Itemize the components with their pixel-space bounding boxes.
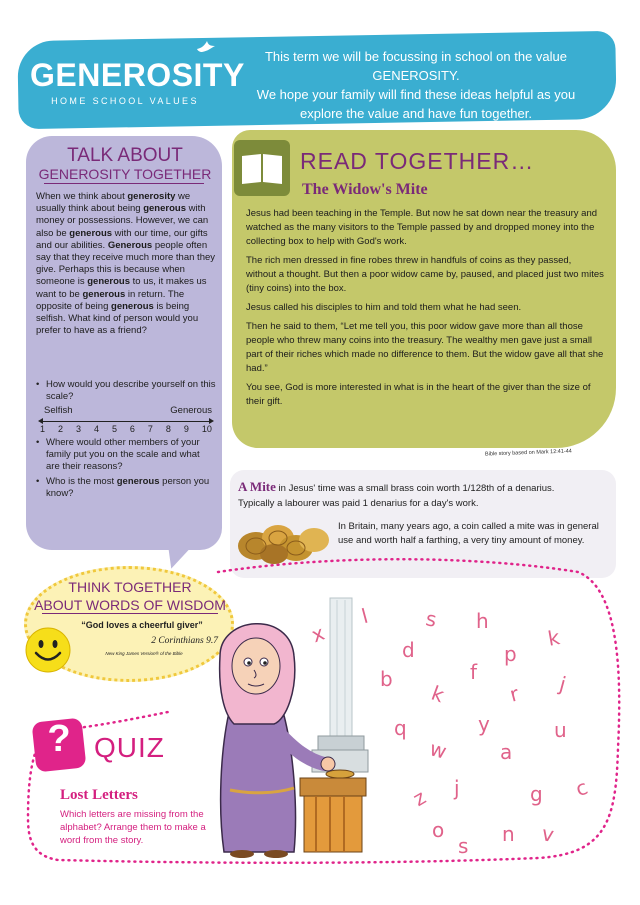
- think-title: THINK TOGETHER ABOUT WORDS OF WISDOM: [34, 579, 226, 613]
- scale-number: 5: [111, 424, 117, 434]
- bold-keyword: generosity: [127, 191, 176, 202]
- puzzle-letter: s: [423, 606, 439, 632]
- puzzle-letter: v: [540, 821, 556, 847]
- brand-subtitle: HOME SCHOOL VALUES: [51, 96, 199, 106]
- body-text: is being selfish. What kind of person would you prefer to have as a friend?: [36, 300, 199, 337]
- puzzle-letter: j: [556, 671, 569, 697]
- puzzle-letter: g: [530, 782, 543, 806]
- title-underline: [44, 183, 204, 184]
- scale-number: 10: [201, 424, 212, 434]
- brand-title: GENEROSITY: [30, 57, 245, 93]
- bold-keyword: Generous: [107, 239, 153, 251]
- mite-wage: Typically a labourer was paid 1 denarius for a day's work.: [238, 498, 479, 509]
- scale-number: 8: [165, 424, 171, 434]
- scale-number: 1: [40, 424, 46, 434]
- puzzle-letter: q: [394, 716, 407, 740]
- puzzle-letter: c: [572, 774, 591, 802]
- body-text: When we think about: [36, 191, 128, 202]
- puzzle-letter: d: [402, 638, 415, 662]
- mite-definition: A Mite in Jesus' time was a small brass coin worth 1/128th of a denarius.: [238, 479, 555, 494]
- puzzle-letter: y: [478, 712, 490, 736]
- puzzle-letter: r: [507, 681, 522, 707]
- dove-icon: [196, 40, 216, 54]
- scale-number: 6: [129, 424, 135, 434]
- list-item: • Where would other members of your family put you on the scale and what are their reasons?: [36, 437, 216, 473]
- puzzle-letter: n: [502, 822, 515, 846]
- bible-reference: Bible story based on Mark 12:41-44: [484, 448, 572, 458]
- scale-number: 3: [75, 424, 81, 434]
- quote-reference: 2 Corinthians 9.7: [151, 636, 218, 646]
- list-item: • Who is the most generous person you know?: [36, 476, 216, 500]
- book-icon-box: [234, 140, 290, 196]
- scale-number: 9: [183, 424, 189, 434]
- bold-keyword: generous: [82, 288, 126, 300]
- puzzle-letter: u: [554, 718, 567, 742]
- puzzle-letter: l: [358, 603, 371, 629]
- puzzle-letter: j: [454, 776, 460, 800]
- mite-britain: In Britain, many years ago, a coin called a mite was in general use and worth half a farthing, a very tiny amount of money.: [338, 521, 599, 546]
- selfish-generous-scale: [40, 405, 212, 435]
- body-text: with our time, our gifts and our abilities.: [36, 227, 208, 251]
- talk-title: TALK ABOUT GENEROSITY TOGETHER: [38, 145, 212, 182]
- puzzle-letter: s: [458, 834, 469, 858]
- smiley-icon: [24, 626, 72, 674]
- puzzle-letter: a: [500, 740, 513, 764]
- brand-logo: [30, 57, 245, 106]
- puzzle-letter: x: [308, 620, 328, 648]
- quiz-instructions: Which letters are missing from the alphabet? Arrange them to make a word from the story.: [60, 809, 206, 846]
- body-text: we usually think about being: [36, 191, 191, 215]
- puzzle-letter: w: [427, 736, 450, 764]
- puzzle-letter: o: [432, 818, 445, 842]
- scale-number: 4: [93, 424, 99, 434]
- lost-letters-title: Lost Letters: [60, 787, 138, 803]
- intro-text: This term we will be focussing in school on the value GENEROSITY. We hope your family will find these ideas helpful as you explore the value and have fun together.: [256, 49, 576, 121]
- puzzle-letter: p: [504, 642, 517, 666]
- quote: “God loves a cheerful giver”: [81, 620, 203, 630]
- scale-right-label: Generous: [170, 405, 212, 416]
- puzzle-letter: k: [428, 680, 448, 708]
- scale-left-label: Selfish: [44, 405, 73, 416]
- scale-number: 2: [57, 424, 63, 434]
- body-text: in return. The opposite of being: [36, 288, 185, 312]
- scale-numbers: [40, 424, 212, 434]
- scale-number: 7: [147, 424, 153, 434]
- widow-illustration: [190, 590, 370, 860]
- list-item: • How would you describe yourself on this scale?: [36, 379, 216, 403]
- body-text: to us, it makes us want to be: [36, 276, 207, 300]
- story-body: Jesus had been teaching in the Temple. But now he sat down near the treasury and watched as the many visitors to the Temple passed by and dropped money into the collecting box to help with God's work. The rich men dressed in fine robes threw in handfuls of coins as they passed, without a thought. But then a poor widow came by, paused, and placed just two mites (tiny coins) into the box. Jesus called his disciples to him and told them what he had seen. Then he said to them, “Let me tell you, this poor widow gave more than all those people who threw many coins into the treasury. The wealthy men gave just a small part of their riches which made no difference to them. But the widow gave all that she had.” You see, God is more interested in what is in the heart of the giver than the size of their gift.: [246, 208, 604, 407]
- puzzle-letter: b: [380, 667, 393, 691]
- bold-keyword: generous: [87, 276, 130, 288]
- bold-keyword: generous: [143, 203, 186, 215]
- bold-keyword: generous: [111, 300, 154, 312]
- body-text: people often say that they receive much more than they give. Perhaps this is because when someone is: [36, 239, 216, 288]
- puzzle-letter: f: [470, 660, 478, 684]
- puzzle-letter: h: [476, 609, 489, 633]
- puzzle-letter: z: [408, 784, 430, 812]
- book-icon: [234, 140, 290, 196]
- read-title: READ TOGETHER…: [300, 148, 535, 174]
- quiz-title: QUIZ: [94, 732, 165, 763]
- talk-body: [36, 191, 216, 337]
- bible-version: New King James Version® of the Bible: [105, 651, 183, 656]
- body-text: with money or possessions. However, we can also be: [36, 203, 209, 239]
- bold-keyword: generous: [69, 227, 113, 239]
- puzzle-letter: k: [546, 625, 562, 651]
- question-mark-icon: ?: [47, 718, 71, 760]
- story-title: The Widow's Mite: [302, 181, 428, 198]
- scale-arrow: [40, 421, 212, 422]
